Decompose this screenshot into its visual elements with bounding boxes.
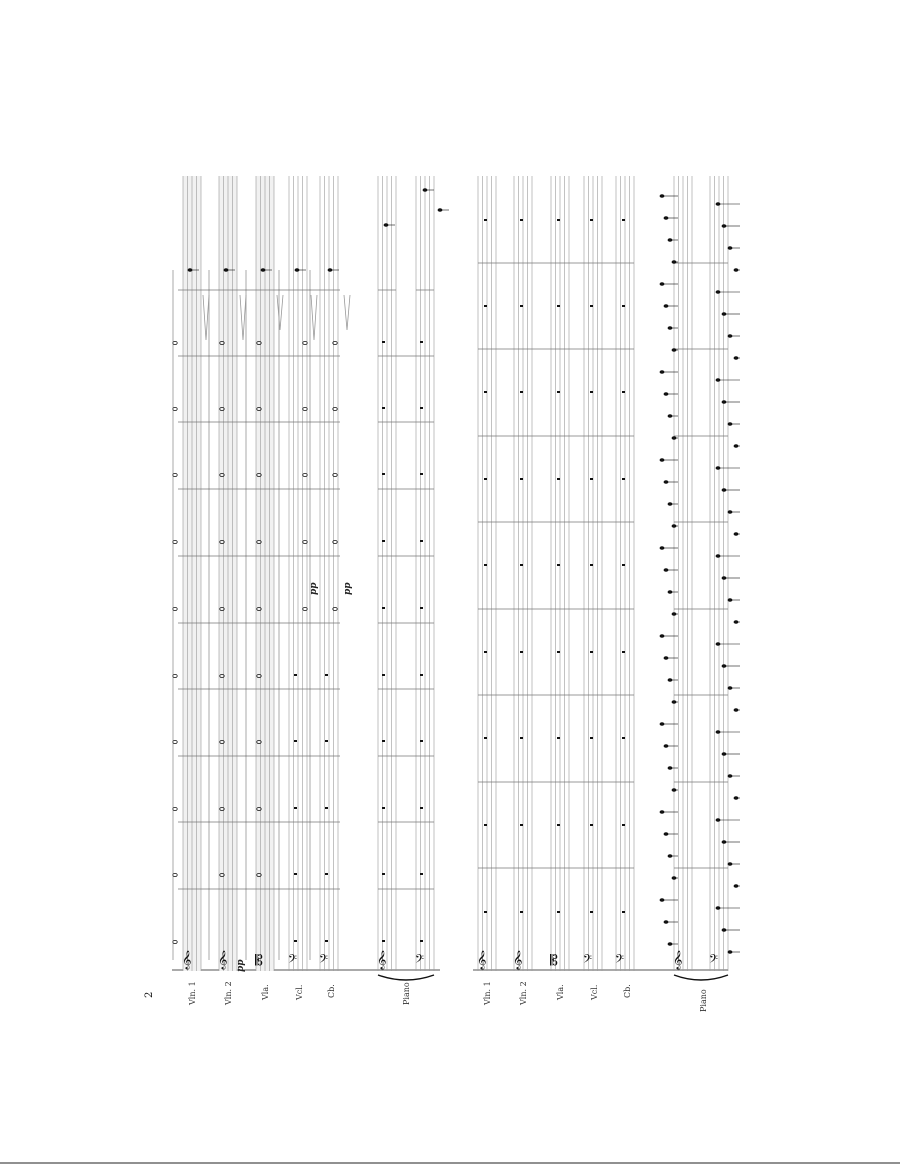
rest [382, 873, 385, 875]
rest [325, 807, 328, 809]
sys2-bass-clef-vcl-icon: 𝄢 [583, 953, 593, 969]
rest [294, 940, 297, 942]
sys1-staff-vla [256, 176, 274, 971]
rest [420, 807, 423, 809]
rest [484, 737, 487, 739]
rest [590, 911, 593, 913]
rest [622, 737, 625, 739]
rest [420, 940, 423, 942]
rest [590, 478, 593, 480]
rest [557, 911, 560, 913]
sys1-dynamic-cb: pp [343, 582, 353, 595]
rest [484, 824, 487, 826]
sys1-bass-clef-piano-icon: 𝄢 [415, 953, 425, 969]
rest [420, 540, 423, 542]
rest [382, 341, 385, 343]
sys1-treble-clef-vln2-icon: 𝄞 [218, 950, 228, 969]
sys2-alto-clef-icon: 𝄡 [550, 953, 558, 969]
rest [294, 807, 297, 809]
rest [484, 911, 487, 913]
rest [590, 564, 593, 566]
rest [590, 391, 593, 393]
rest [590, 651, 593, 653]
sys1-dynamic-vcl: pp [309, 582, 319, 595]
rest [420, 341, 423, 343]
rest [420, 407, 423, 409]
rest [557, 651, 560, 653]
rest [382, 407, 385, 409]
rest [420, 674, 423, 676]
sys2-bass-clef-cb-icon: 𝄢 [615, 953, 625, 969]
rest [557, 478, 560, 480]
sys2-label-vcl: Vcl. [590, 984, 599, 1000]
rest [590, 737, 593, 739]
rest [520, 305, 523, 307]
rest [622, 305, 625, 307]
rest [484, 305, 487, 307]
rest [382, 807, 385, 809]
rest [420, 740, 423, 742]
sys1-bass-clef-cb-icon: 𝄢 [319, 953, 329, 969]
sys2-treble-clef-vln2-icon: 𝄞 [513, 950, 523, 969]
page-number: 2 [144, 991, 155, 998]
rest [622, 478, 625, 480]
rest [420, 473, 423, 475]
rest [622, 911, 625, 913]
rest [520, 478, 523, 480]
rest [622, 391, 625, 393]
rest [325, 940, 328, 942]
rest [382, 740, 385, 742]
sys2-treble-clef-vln1-icon: 𝄞 [477, 950, 487, 969]
rest [557, 305, 560, 307]
rest [484, 219, 487, 221]
sys1-alto-clef-icon: 𝄡 [255, 953, 263, 969]
sys1-treble-clef-vln1-icon: 𝄞 [182, 950, 192, 969]
rest [420, 607, 423, 609]
rest [382, 607, 385, 609]
rest [590, 824, 593, 826]
rest [520, 391, 523, 393]
rest [325, 740, 328, 742]
sys2-label-vla: Vla. [556, 984, 565, 1000]
rest [420, 873, 423, 875]
rest [382, 940, 385, 942]
sys2-label-vln1: Vln. 1 [483, 981, 492, 1005]
rest [557, 391, 560, 393]
sys1-label-vln1: Vln. 1 [188, 981, 197, 1005]
sys1-staff-vln2 [219, 176, 237, 971]
rest [520, 219, 523, 221]
sys1-label-vla: Vla. [261, 984, 270, 1000]
sys1-bass-clef-vcl-icon: 𝄢 [288, 953, 298, 969]
sys1-treble-clef-piano-icon: 𝄞 [377, 950, 387, 969]
sys1-label-cb: Cb. [327, 984, 336, 998]
rest [557, 824, 560, 826]
rest [484, 391, 487, 393]
rest [622, 651, 625, 653]
rest [382, 540, 385, 542]
rest [557, 564, 560, 566]
rest [520, 651, 523, 653]
sys1-dynamic-vln2: pp [236, 959, 246, 972]
rest [557, 219, 560, 221]
rest [325, 674, 328, 676]
rest [590, 219, 593, 221]
rest [520, 564, 523, 566]
sys2-label-cb: Cb. [623, 984, 632, 998]
sys2-label-vln2: Vln. 2 [519, 981, 528, 1005]
rest [622, 564, 625, 566]
sys1-label-piano: Piano [402, 982, 411, 1005]
rest [590, 305, 593, 307]
rest [294, 740, 297, 742]
rest [325, 873, 328, 875]
rest [484, 651, 487, 653]
rest [294, 873, 297, 875]
sys1-label-vcl: Vcl. [295, 984, 304, 1000]
sys2-label-piano: Piano [699, 989, 708, 1012]
rest [484, 478, 487, 480]
rest [520, 824, 523, 826]
sys2-bass-clef-piano-icon: 𝄢 [709, 953, 719, 969]
rest [622, 824, 625, 826]
rest [520, 911, 523, 913]
rest [382, 674, 385, 676]
rest [294, 674, 297, 676]
sys2-treble-clef-piano-icon: 𝄞 [673, 950, 683, 969]
rest [382, 473, 385, 475]
rest [622, 219, 625, 221]
sys1-label-vln2: Vln. 2 [224, 981, 233, 1005]
rest [520, 737, 523, 739]
rest [557, 737, 560, 739]
rest [484, 564, 487, 566]
sys1-staff-vln1 [183, 176, 201, 971]
